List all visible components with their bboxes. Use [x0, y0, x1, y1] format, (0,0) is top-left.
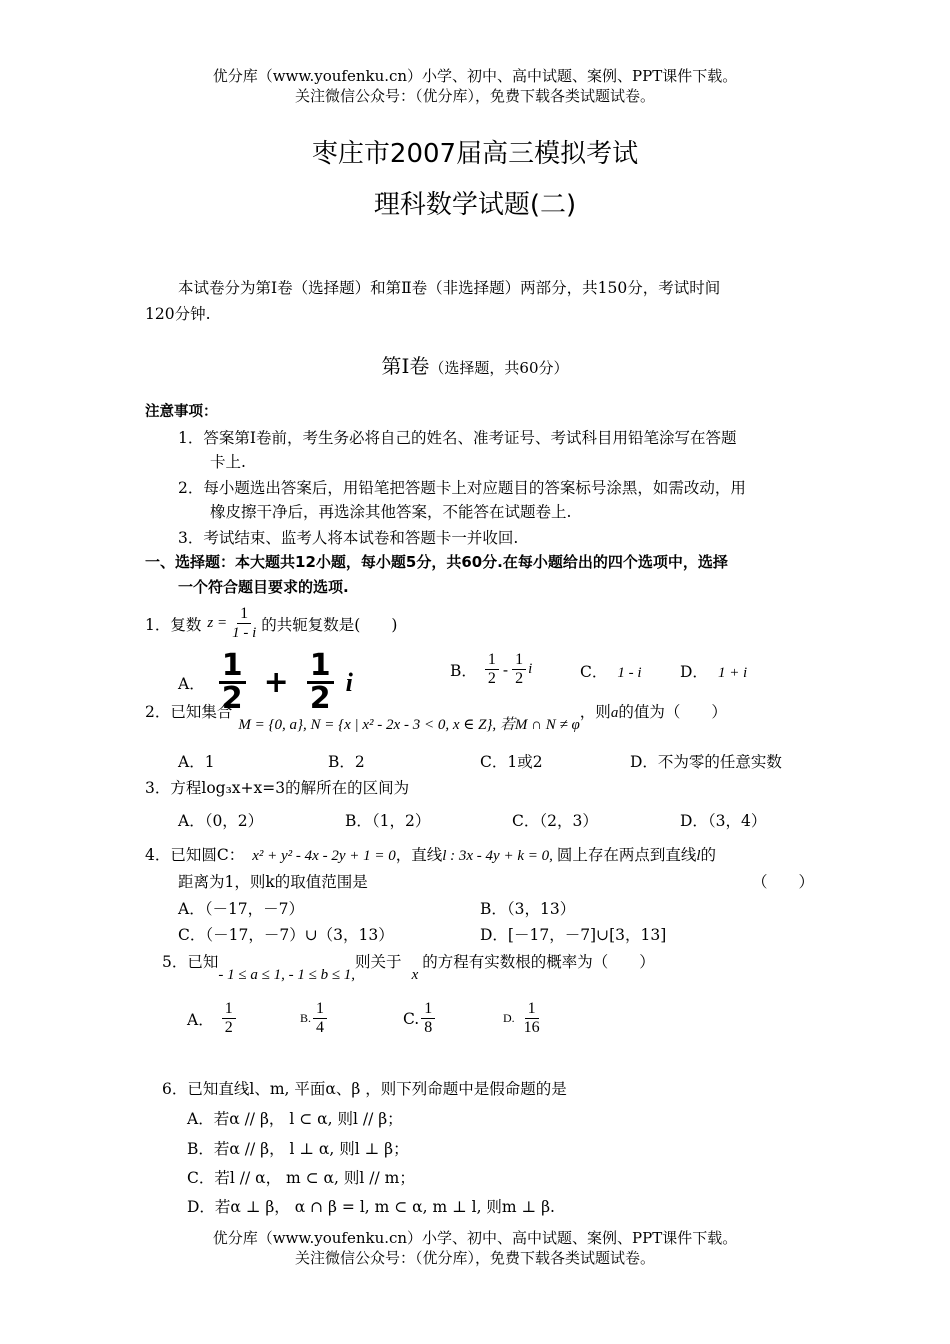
q5-c-num: 1 [421, 1000, 435, 1019]
q5-option-a[interactable] [187, 1000, 238, 1037]
q4-option-a[interactable]: A．（－17，－7） [178, 900, 305, 918]
q1-d-label: D． [680, 663, 708, 681]
q1-c-value: 1 - i [617, 665, 642, 681]
q4-line-2: 距离为1，则k的取值范围是 [178, 873, 368, 891]
q2-var: a [610, 705, 619, 721]
q1-b-frac-1 [485, 651, 499, 688]
q4-option-c[interactable]: C．（－17，－7）∪（3，13） [178, 926, 394, 944]
part1-title: 第Ⅰ卷 [381, 354, 430, 378]
q3-option-a[interactable]: A．（0，2） [178, 812, 264, 830]
q1-b-num-1: 1 [485, 651, 499, 670]
q4-option-d[interactable]: D．[－17，－7]∪[3，13] [480, 926, 667, 944]
q1-b-op: - [502, 660, 509, 679]
q4-circle: x² + y² - 4x - 2y + 1 = 0 [252, 848, 396, 864]
q5-suffix: 的方程有实数根的概率为（ ） [422, 953, 655, 971]
q3-option-d[interactable]: D．（3，4） [680, 812, 767, 830]
q1-option-c[interactable] [580, 660, 642, 682]
q1-a-den-1: 2 [221, 681, 243, 716]
q5-b-num: 1 [313, 1000, 327, 1019]
question-4-stem [145, 843, 716, 865]
q2-option-d[interactable]: D．不为零的任意实数 [630, 753, 782, 771]
q1-option-d[interactable] [680, 660, 747, 682]
q1-a-num-1: 1 [219, 651, 246, 684]
q1-c-label: C． [580, 663, 608, 681]
part1-heading [0, 350, 950, 379]
q5-d-den: 16 [523, 1019, 540, 1036]
q1-fraction [229, 605, 259, 642]
q2-option-b[interactable]: B．2 [328, 753, 365, 771]
q3-option-b[interactable]: B．（1，2） [345, 812, 431, 830]
q5-option-c[interactable] [403, 1000, 437, 1037]
q5-d-num: 1 [525, 1000, 539, 1019]
q5-d-frac [521, 1000, 543, 1037]
q5-b-den: 4 [316, 1019, 325, 1036]
q6-option-d[interactable]: D．若α ⊥ β， α ∩ β = l, m ⊂ α, m ⊥ l, 则m ⊥ β. [187, 1198, 555, 1216]
q1-z: z = [207, 615, 228, 631]
q5-b-frac [313, 1000, 327, 1037]
q5-option-d[interactable] [503, 1000, 545, 1037]
footer-line-2: 关注微信公众号：（优分库），免费下载各类试题试卷。 [294, 1249, 655, 1267]
intro-line-2: 120分钟. [145, 305, 211, 323]
q5-expr: - 1 ≤ a ≤ 1, - 1 ≤ b ≤ 1, [218, 967, 356, 983]
q2-option-c[interactable]: C．1或2 [480, 753, 543, 771]
question-5-stem [162, 950, 655, 983]
question-2-stem [145, 700, 727, 733]
section1-line-2: 一个符合题目要求的选项. [178, 578, 349, 596]
q4-suffix-2: 的 [700, 846, 717, 864]
q4-option-b[interactable]: B．（3，13） [480, 900, 576, 918]
notice-heading: 注意事项： [145, 404, 218, 420]
q5-prefix: 5．已知 [162, 953, 219, 971]
q2-suffix-2: 的值为（ ） [618, 703, 727, 721]
intro-line-1: 本试卷分为第Ⅰ卷（选择题）和第Ⅱ卷（非选择题）两部分，共150分，考试时间 [178, 279, 721, 297]
q4-suffix: 圆上存在两点到直线 [556, 846, 697, 864]
section1-line-1: 一、选择题：本大题共12小题，每小题5分，共60分.在每小题给出的四个选项中，选择 [145, 553, 728, 571]
question-3-stem: 3．方程log₃x+x=3的解所在的区间为 [145, 779, 410, 797]
q6-option-a[interactable]: A．若α // β， l ⊂ α, 则l // β； [187, 1110, 403, 1128]
q1-prefix: 1．复数 [145, 615, 202, 634]
q1-frac-num: 1 [237, 605, 251, 624]
q5-option-b[interactable] [300, 1000, 329, 1037]
q4-answer-paren: （ ） [752, 873, 815, 891]
q3-option-c[interactable]: C．（2，3） [512, 812, 598, 830]
q4-mid: ，直线 [395, 846, 443, 864]
q5-c-frac [421, 1000, 435, 1037]
q1-d-value: 1 + i [717, 665, 748, 681]
q1-b-num-2: 1 [512, 651, 526, 670]
q1-b-label: B． [450, 661, 477, 680]
q5-c-label: C. [403, 1009, 420, 1028]
q1-option-b[interactable] [450, 651, 532, 688]
q6-option-b[interactable]: B．若α // β， l ⊥ α, 则l ⊥ β； [187, 1140, 409, 1158]
q4-var: l [696, 848, 701, 864]
q1-b-i: i [528, 661, 533, 677]
q1-a-num-2: 1 [307, 651, 334, 684]
notice-item-2-line-2: 橡皮擦干净后，再选涂其他答案，不能答在试题卷上. [210, 503, 572, 521]
q5-c-den: 8 [424, 1019, 433, 1036]
q2-prefix: 2．已知集合 [145, 703, 233, 721]
q1-a-label: A． [178, 674, 205, 693]
page-subtitle: 理科数学试题(二) [373, 190, 577, 220]
q1-a-op: + [263, 664, 289, 700]
part1-note: （选择题，共60分） [429, 359, 569, 377]
q1-b-frac-2 [512, 651, 526, 688]
q4-line: l : 3x - 4y + k = 0, [442, 848, 553, 864]
q1-frac-den: 1 - i [232, 625, 257, 641]
notice-item-1-line-2: 卡上. [210, 453, 246, 471]
q1-suffix: 的共轭复数是( ) [261, 615, 398, 634]
footer-line-1: 优分库（www.youfenku.cn）小学、初中、高中试题、案例、PPT课件下载。 [212, 1229, 738, 1247]
notice-item-1-line-1: 1．答案第Ⅰ卷前，考生务必将自己的姓名、准考证号、考试科目用铅笔涂写在答题 [178, 429, 737, 447]
q5-mid: 则关于 [355, 953, 402, 971]
q2-suffix: ，则 [579, 703, 611, 721]
q5-b-label: B. [300, 1011, 312, 1025]
q1-a-den-2: 2 [309, 681, 331, 716]
q1-b-den-1: 2 [487, 670, 496, 687]
question-1-stem [145, 605, 397, 642]
page-title: 枣庄市2007届高三模拟考试 [311, 139, 639, 169]
header-line-1: 优分库（www.youfenku.cn）小学、初中、高中试题、案例、PPT课件下载。 [212, 67, 738, 85]
q5-d-label: D. [503, 1011, 515, 1025]
q5-a-num: 1 [222, 1000, 236, 1019]
question-6-stem: 6．已知直线l、m, 平面α、β ，则下列命题中是假命题的是 [162, 1080, 567, 1098]
q5-var: x [411, 967, 419, 983]
q6-option-c[interactable]: C．若l // α， m ⊂ α, 则l // m； [187, 1169, 415, 1187]
q2-expr: M = {0, a}, N = {x | x² - 2x - 3 < 0, x ∈ Z}, 若M ∩ N ≠ φ [238, 717, 580, 733]
q1-b-den-2: 2 [515, 670, 524, 687]
q4-prefix: 4．已知圆C： [145, 846, 245, 864]
q2-option-a[interactable]: A．1 [178, 753, 215, 771]
q5-a-frac [222, 1000, 236, 1037]
q5-a-den: 2 [224, 1019, 233, 1036]
header-line-2: 关注微信公众号：（优分库），免费下载各类试题试卷。 [294, 87, 655, 105]
q1-a-i: i [345, 667, 353, 697]
notice-item-3-line-1: 3．考试结束、监考人将本试卷和答题卡一并收回. [178, 529, 519, 547]
q5-a-label: A． [187, 1010, 214, 1029]
notice-item-2-line-1: 2．每小题选出答案后，用铅笔把答题卡上对应题目的答案标号涂黑，如需改动，用 [178, 479, 746, 497]
